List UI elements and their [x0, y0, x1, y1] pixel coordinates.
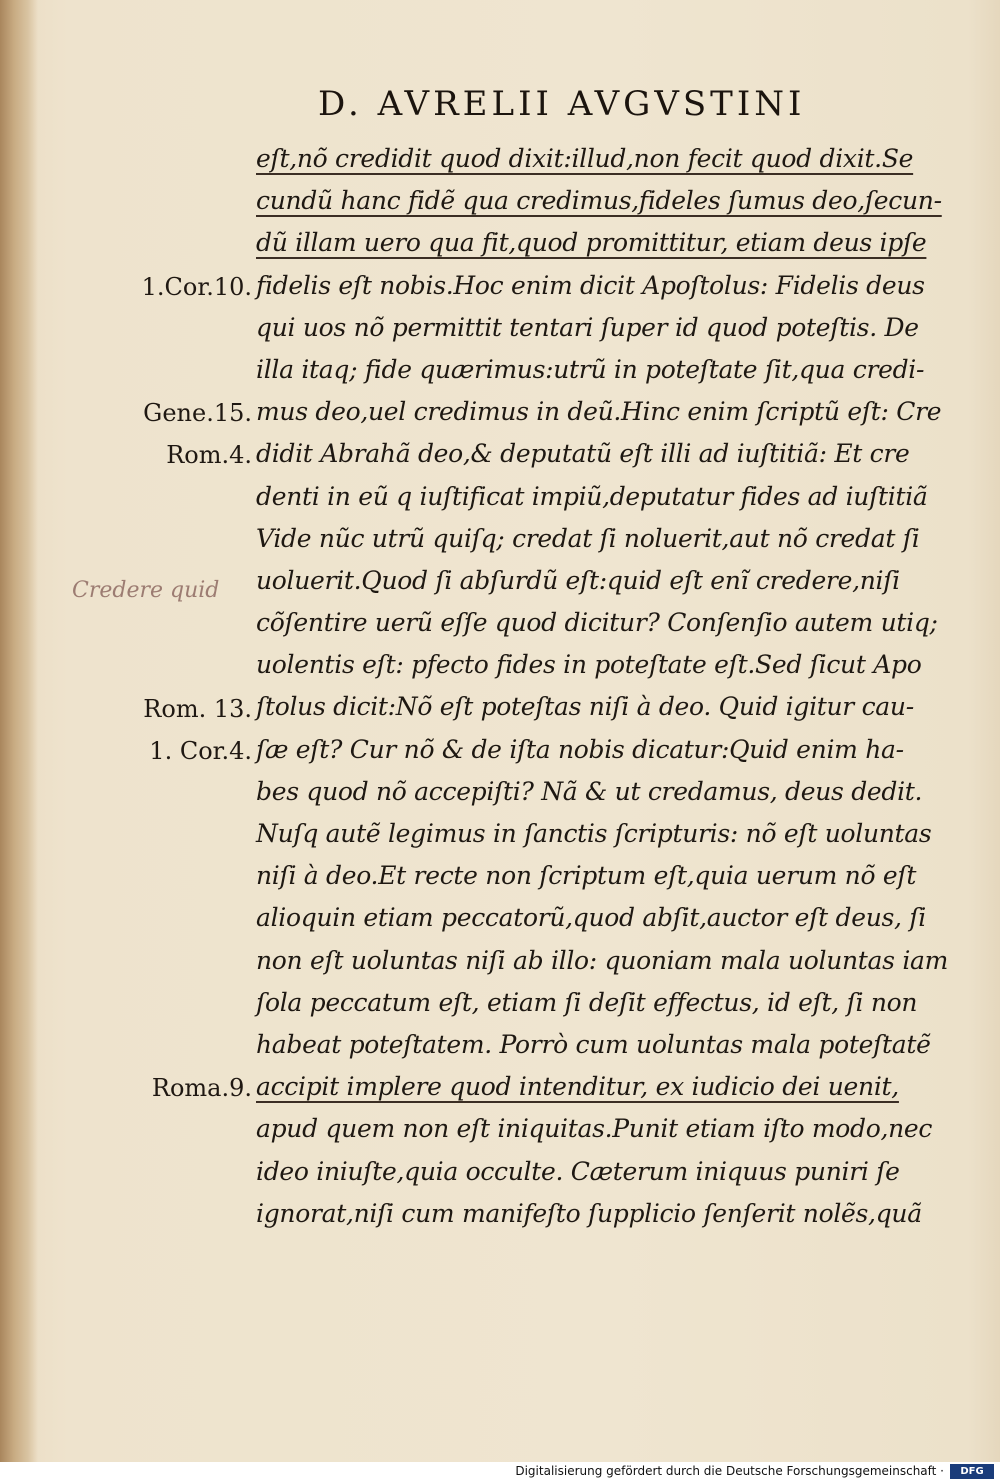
text-line: cõſentire uerũ eſſe quod dicitur? Conſenſio autem utiq; — [256, 608, 938, 638]
text-line: fidelis eſt nobis.Hoc enim dicit Apoſtolus: Fidelis deus — [256, 270, 925, 300]
text-line: ſæ eſt? Cur nõ & de iſta nobis dicatur:Quid enim ha- — [256, 734, 904, 764]
text-line: Nuſq autẽ legimus in ſanctis ſcripturis: nõ eſt uoluntas — [256, 819, 932, 848]
text-line: cundũ hanc fidẽ qua credimus,fideles ſumus deo,ſecun- — [256, 186, 942, 216]
text-line: ſola peccatum eſt, etiam ſi deſit effectus, id eſt, ſi non — [256, 987, 918, 1017]
text-line: ſtolus dicit:Nõ eſt poteſtas niſi à deo. Quid igitur cau- — [256, 692, 914, 722]
body-text — [256, 138, 956, 1235]
text-line: uolentis eſt: pfecto fides in poteſtate eſt.Sed ſicut Apo — [256, 650, 922, 680]
text-line: niſi à deo.Et recte non ſcriptum eſt,quia uerum nõ eſt — [256, 861, 917, 891]
margin-reference: Roma.9. — [151, 1074, 252, 1103]
text-line: bes quod nõ accepiſti? Nã & ut credamus, deus dedit. — [256, 776, 923, 806]
digitization-credit: Digitalisierung gefördert durch die Deutsche Forschungsgemeinschaft · — [515, 1464, 944, 1478]
margin-reference: Rom. 13. — [143, 694, 252, 723]
text-line: accipit implere quod intenditur, ex iudicio dei uenit, — [256, 1072, 899, 1102]
text-line: denti in eũ q iuſtificat impiũ,deputatur fides ad iuſtitiã — [256, 481, 928, 511]
text-line: uoluerit.Quod ſi abſurdũ eſt:quid eſt enĩ credere,niſi — [256, 565, 900, 595]
text-line: ideo iniuſte,quia occulte. Cæterum iniquus puniri ſe — [256, 1156, 900, 1186]
binding-gutter — [0, 0, 38, 1462]
dfg-logo: DFG — [950, 1464, 994, 1479]
text-line: dũ illam uero qua fit,quod promittitur, etiam deus ipſe — [256, 228, 927, 258]
text-line: illa itaq; fide quærimus:utrũ in poteſtate ſit,qua credi- — [256, 354, 925, 384]
text-line: Vide nũc utrũ quiſq; credat ſi noluerit,aut nõ credat ſi — [256, 523, 920, 553]
handwritten-margin-note: Credere quid — [72, 578, 220, 603]
text-line: qui uos nõ permittit tentari ſuper id quod poteſtis. De — [256, 312, 919, 342]
text-line: didit Abrahã deo,& deputatũ eſt illi ad iuſtitiã: Et cre — [256, 439, 910, 469]
margin-reference: Rom.4. — [166, 441, 252, 470]
text-line: non eſt uoluntas niſi ab illo: quoniam mala uoluntas iam — [256, 945, 949, 975]
margin-reference: 1.Cor.10. — [141, 272, 252, 301]
text-line: habeat poteſtatem. Porrò cum uoluntas mala poteſtatẽ — [256, 1029, 931, 1059]
running-head: D. AVRELII AVGVSTINI — [318, 84, 806, 124]
text-line: mus deo,uel credimus in deũ.Hinc enim ſcriptũ eſt: Cre — [256, 397, 942, 427]
text-line: eſt,nõ credidit quod dixit:illud,non fecit quod dixit.Se — [256, 144, 914, 173]
text-line: alioquin etiam peccatorũ,quod abſit,auctor eſt deus, ſi — [256, 903, 926, 933]
footer-bar — [0, 1462, 1000, 1482]
text-line: apud quem non eſt iniquitas.Punit etiam iſto modo,nec — [256, 1114, 933, 1144]
margin-reference: 1. Cor.4. — [149, 736, 252, 765]
text-line: ignorat,niſi cum manifeſto ſupplicio ſenſerit nolẽs,quã — [256, 1198, 922, 1228]
margin-reference: Gene.15. — [143, 399, 252, 428]
